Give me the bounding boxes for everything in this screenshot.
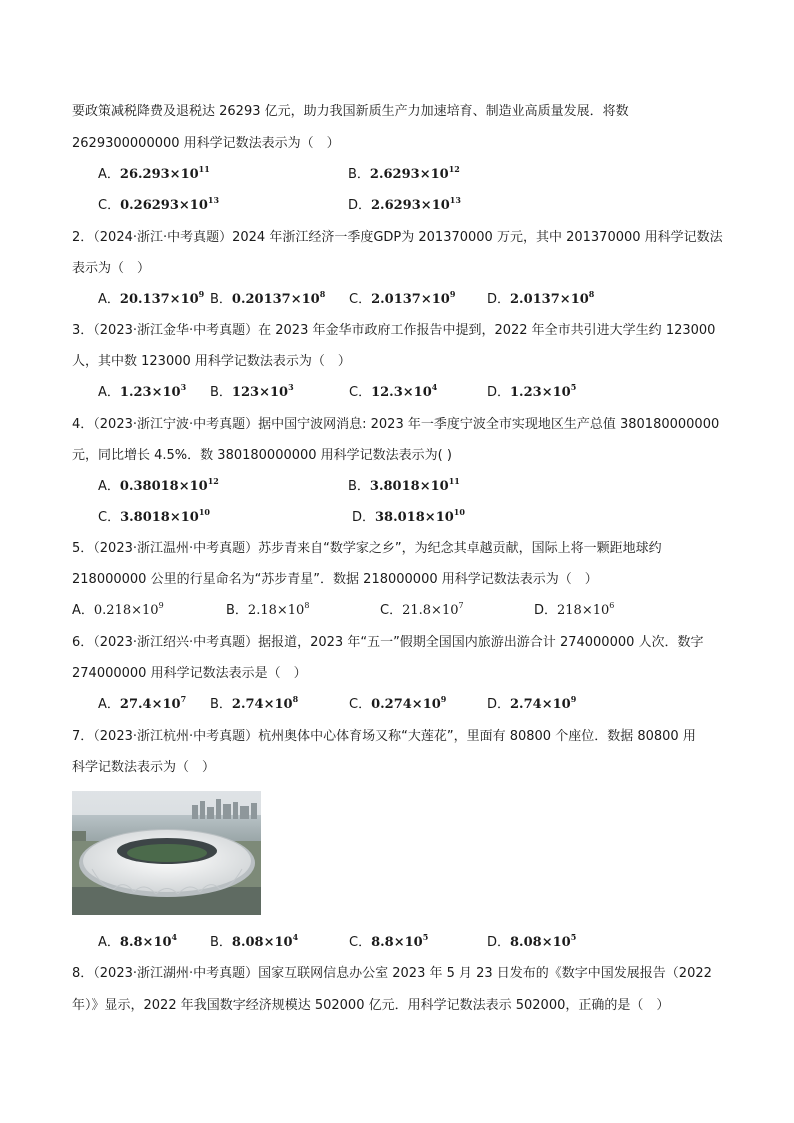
q8-stem-line2: 年）》显示，2022 年我国数字经济规模达 502000 亿元．用科学记数法表示 502000，正确的是（ ） <box>72 998 670 1013</box>
q6-stem-line2: 274000000 用科学记数法表示是（ ） <box>72 666 307 681</box>
q4-stem-line2: 元，同比增长 4.5%．数 380180000000 用科学记数法表示为( ) <box>72 448 452 463</box>
q2-option-a[interactable]: A．$20.137\times 10^9$ <box>98 288 205 307</box>
q5-stem-line1: 5．（2023·浙江温州·中考真题）苏步青来自“数学家之乡”，为纪念其卓越贡献，国际上将一颗距地球约 <box>72 541 662 556</box>
q4-option-d[interactable]: D．$38.018\times 10^{10}$ <box>352 506 465 525</box>
q6-option-d[interactable]: D．$2.74\times 10^9$ <box>487 693 577 712</box>
q7-option-a[interactable]: A．$8.8\times 10^4$ <box>98 931 178 950</box>
q5-stem-line2: 218000000 公里的行星命名为“苏步青星”．数据 218000000 用科学记数法表示为（ ） <box>72 572 598 587</box>
q6-option-b[interactable]: B．$2.74\times 10^8$ <box>210 693 299 712</box>
q2-stem-line1: 2．（2024·浙江·中考真题）2024 年浙江经济一季度GDP为 201370000 万元，其中 201370000 用科学记数法 <box>72 230 723 245</box>
q6-stem-line1: 6．（2023·浙江绍兴·中考真题）据报道，2023 年“五一”假期全国国内旅游出游合计 274000000 人次．数字 <box>72 635 704 650</box>
q1-option-b[interactable]: B．$2.6293\times 10^{12}$ <box>348 163 460 182</box>
q6-option-c[interactable]: C．$0.274\times 10^9$ <box>349 693 447 712</box>
q5-option-c[interactable]: C．$21.8\times 10^7$ <box>380 600 464 618</box>
stadium-photo <box>72 791 261 915</box>
q4-option-c[interactable]: C．$3.8018\times 10^{10}$ <box>98 506 210 525</box>
q3-stem-line2: 人，其中数 123000 用科学记数法表示为（ ） <box>72 354 351 369</box>
q7-option-d[interactable]: D．$8.08\times 10^5$ <box>487 931 577 950</box>
q4-stem-line1: 4．（2023·浙江宁波·中考真题）据中国宁波网消息: 2023 年一季度宁波全市实现地区生产总值 380180000000 <box>72 417 720 432</box>
q3-option-b[interactable]: B．$123\times 10^3$ <box>210 381 294 400</box>
q5-option-b[interactable]: B．$2.18\times 10^8$ <box>226 600 310 618</box>
q3-stem-line1: 3．（2023·浙江金华·中考真题）在 2023 年金华市政府工作报告中提到，2022 年全市共引进大学生约 123000 <box>72 323 716 338</box>
q3-option-c[interactable]: C．$12.3\times 10^4$ <box>349 381 438 400</box>
q4-option-b[interactable]: B．$3.8018\times 10^{11}$ <box>348 475 460 494</box>
q5-option-a[interactable]: A．$0.218\times 10^9$ <box>72 600 164 618</box>
q1-stem-line1: 要政策减税降费及退税达 26293 亿元，助力我国新质生产力加速培育、制造业高质量发展．将数 <box>72 104 629 119</box>
q4-option-a[interactable]: A．$0.38018\times 10^{12}$ <box>98 475 219 494</box>
q1-stem-line2: 2629300000000 用科学记数法表示为（ ） <box>72 136 340 151</box>
q6-option-a[interactable]: A．$27.4\times 10^7$ <box>98 693 187 712</box>
q3-option-d[interactable]: D．$1.23\times 10^5$ <box>487 381 577 400</box>
q7-stem-line1: 7．（2023·浙江杭州·中考真题）杭州奥体中心体育场又称“大莲花”，里面有 80800 个座位．数据 80800 用 <box>72 729 696 744</box>
q2-option-b[interactable]: B．$0.20137\times 10^8$ <box>210 288 326 307</box>
q3-option-a[interactable]: A．$1.23\times 10^3$ <box>98 381 187 400</box>
q1-option-d[interactable]: D．$2.6293\times 10^{13}$ <box>348 194 461 213</box>
q8-stem-line1: 8．（2023·浙江湖州·中考真题）国家互联网信息办公室 2023 年 5 月 23 日发布的《数字中国发展报告（2022 <box>72 966 712 981</box>
q7-stem-line2: 科学记数法表示为（ ） <box>72 760 216 775</box>
q2-option-c[interactable]: C．$2.0137\times 10^9$ <box>349 288 456 307</box>
q5-option-d[interactable]: D．$218\times 10^6$ <box>534 600 615 618</box>
q1-option-c[interactable]: C．$0.26293\times 10^{13}$ <box>98 194 220 213</box>
q7-option-b[interactable]: B．$8.08\times 10^4$ <box>210 931 299 950</box>
q2-stem-line2: 表示为（ ） <box>72 261 151 276</box>
q7-option-c[interactable]: C．$8.8\times 10^5$ <box>349 931 429 950</box>
q2-option-d[interactable]: D．$2.0137\times 10^8$ <box>487 288 595 307</box>
q1-option-a[interactable]: A．$26.293\times 10^{11}$ <box>98 163 210 182</box>
